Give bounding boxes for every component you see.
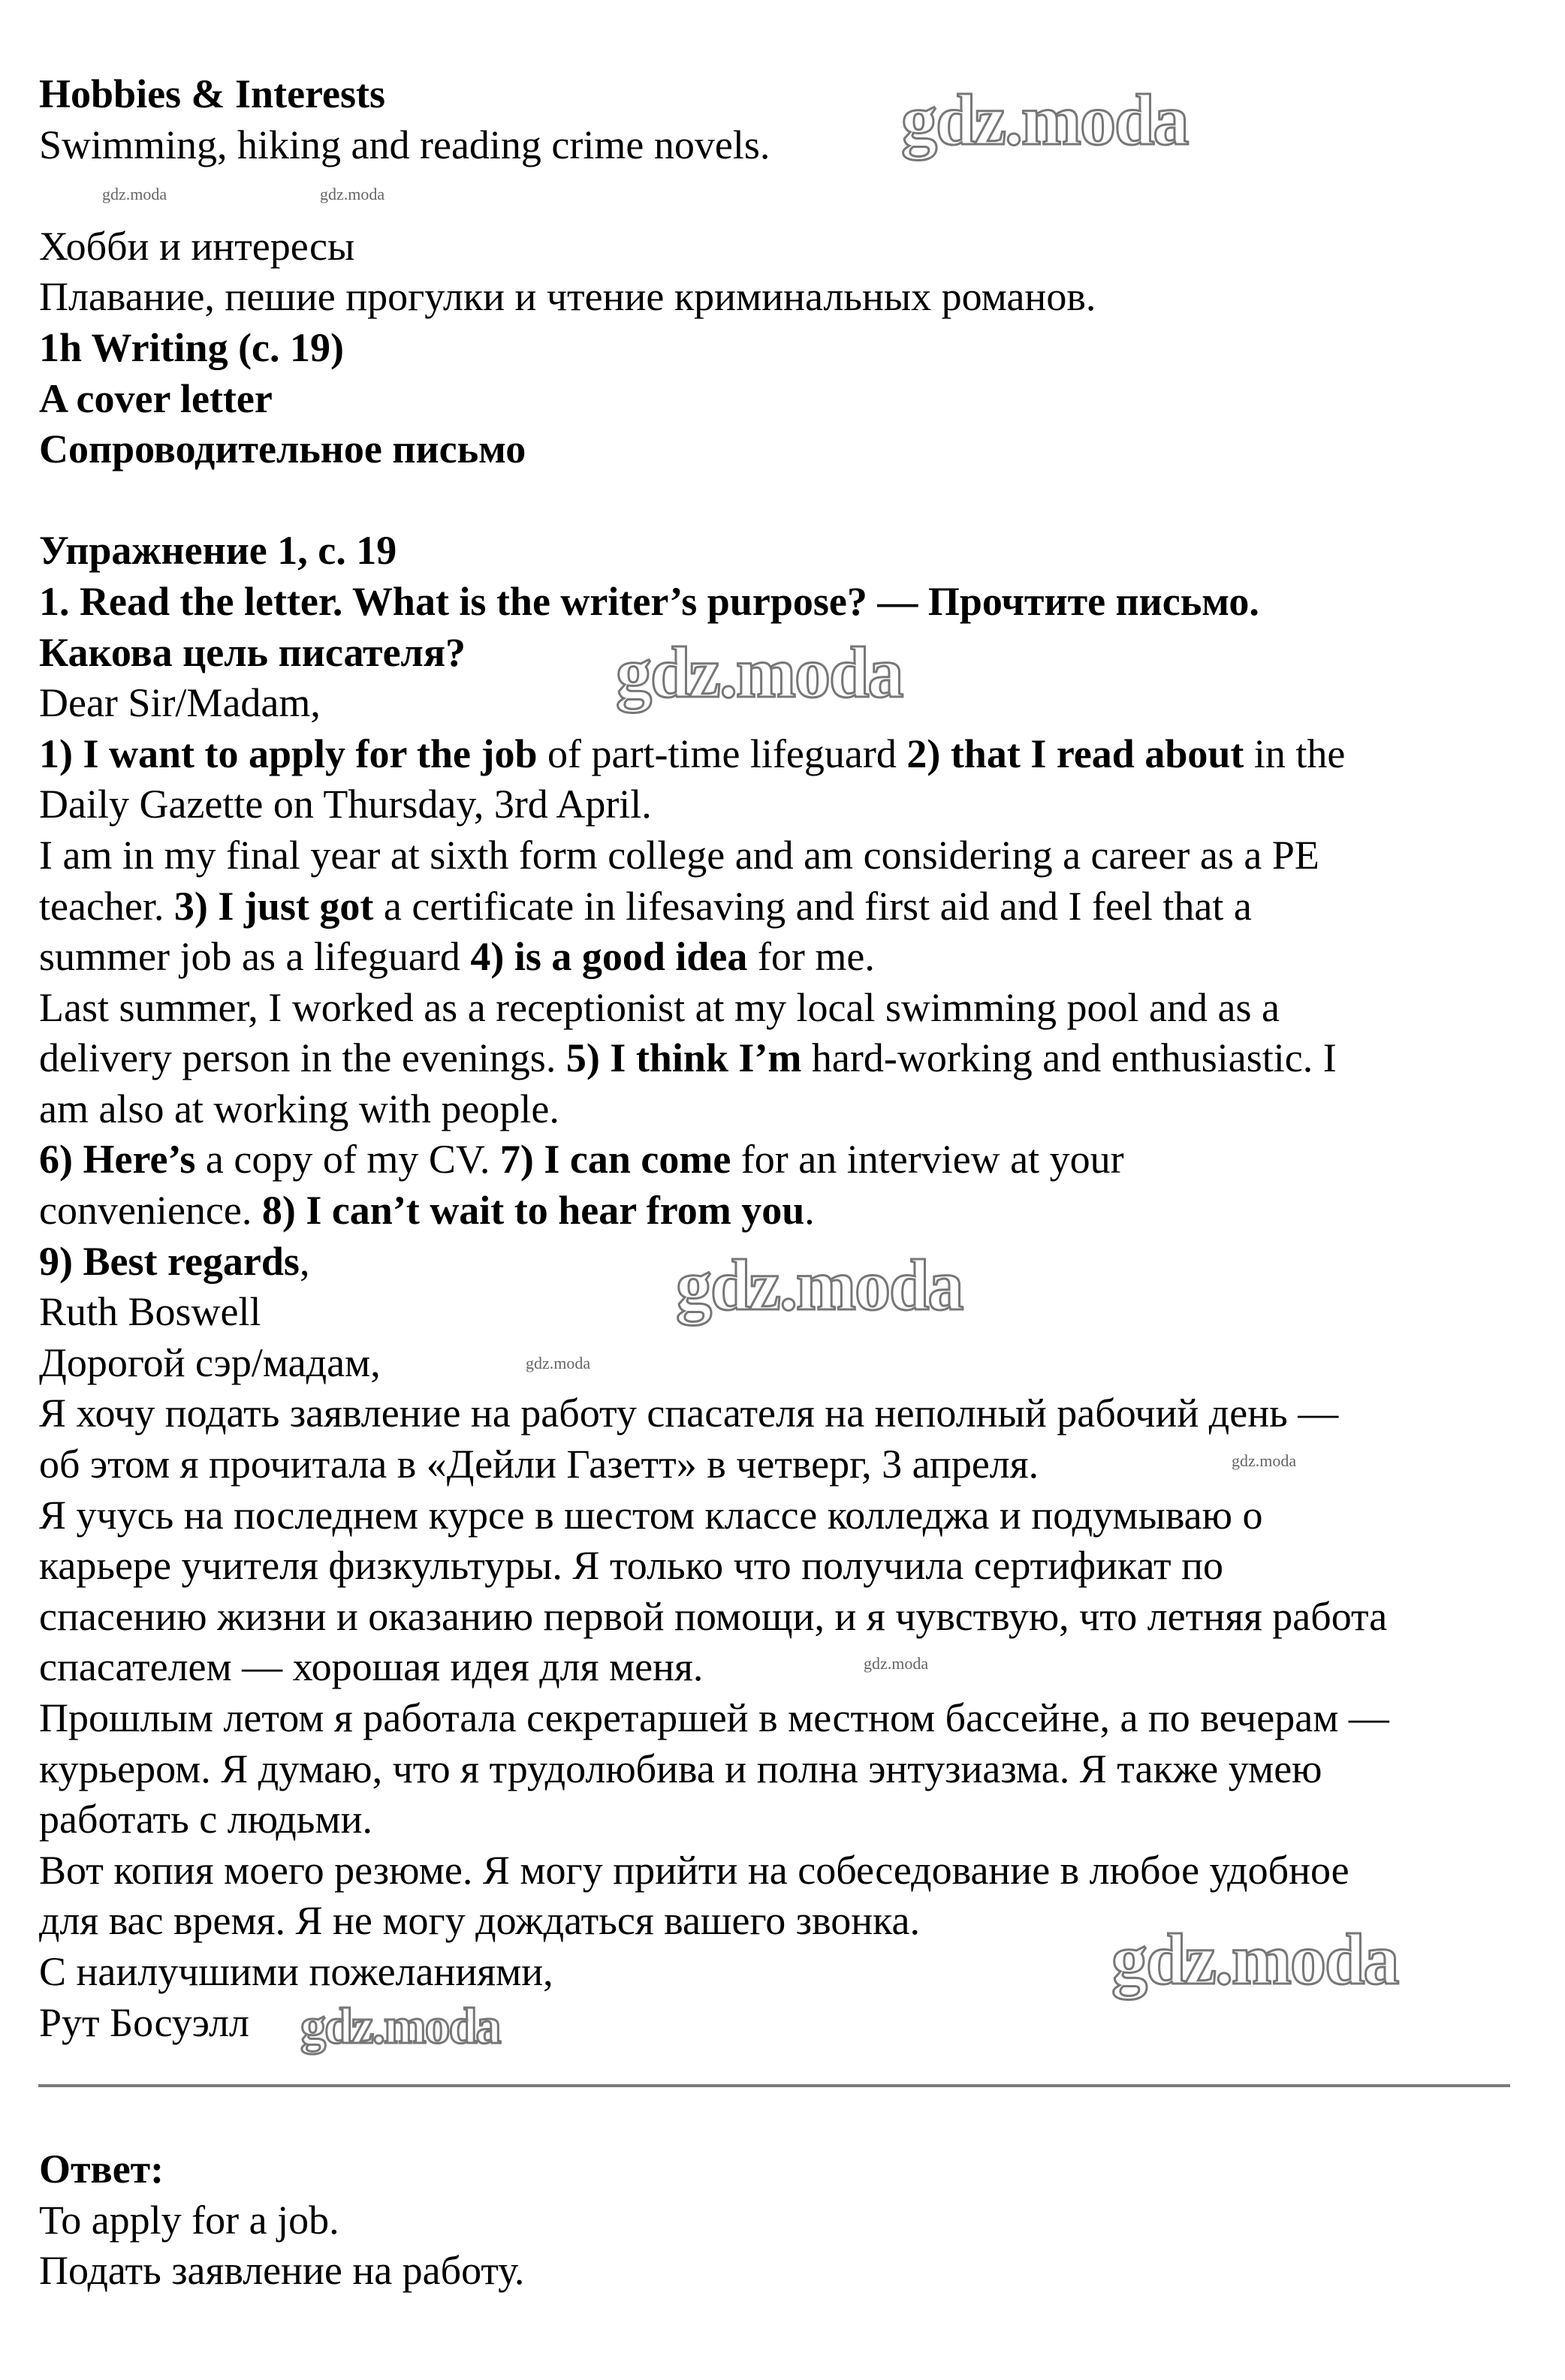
text: Плавание, пешие прогулки и чтение криминальных романов. — [39, 274, 1096, 320]
bold-text: Какова цель писателя? — [39, 629, 466, 675]
text-line — [39, 932, 875, 983]
text-line — [39, 1947, 553, 1998]
divider — [38, 2084, 1510, 2087]
text: для вас время. Я не могу дождаться вашего звонка. — [39, 1898, 921, 1944]
text: of part-time lifeguard — [537, 731, 907, 776]
text: am also at working with people. — [39, 1086, 559, 1131]
text-line — [39, 1896, 920, 1947]
bold-text: 1. Read the letter. What is the writer’s purpose? — Прочтите письмо. — [39, 578, 1259, 624]
text-line — [39, 1033, 1337, 1084]
bold-text: 9) Best regards — [39, 1238, 300, 1284]
text: Ruth Boswell — [39, 1289, 261, 1335]
text-line — [39, 374, 273, 425]
document-body — [39, 69, 1389, 2048]
text: спасению жизни и оказанию первой помощи, и я чувствую, что летняя работа — [39, 1593, 1388, 1639]
text: convenience. — [39, 1188, 262, 1234]
text-line — [39, 1134, 1124, 1185]
bold-text: 4) is a good idea — [470, 934, 748, 980]
text-line — [39, 1845, 1349, 1896]
text: Прошлым летом я работала секретаршей в местном бассейне, а по вечерам — — [39, 1695, 1389, 1740]
bold-text: Hobbies & Interests — [39, 71, 386, 116]
text-line — [39, 1185, 815, 1237]
text: Swimming, hiking and reading crime novels. — [39, 122, 770, 167]
bold-text: 5) I think I’m — [565, 1035, 802, 1081]
text-line — [39, 120, 770, 171]
text: об этом я прочитала в «Дейли Газетт» в четверг, 3 апреля. — [39, 1442, 1039, 1487]
text-line — [39, 1744, 1322, 1795]
text-line — [39, 69, 385, 120]
text-line — [39, 830, 1319, 881]
watermark: gdz.moda — [901, 80, 1188, 160]
text-line — [39, 1592, 1387, 1643]
text: спасателем — хорошая идея для меня. — [39, 1644, 704, 1690]
text-line — [39, 1794, 372, 1845]
text: Хобби и интересы — [39, 223, 355, 269]
bold-text: 7) I can come — [499, 1137, 731, 1182]
watermark: gdz.moda — [676, 1245, 963, 1325]
text-line — [39, 1237, 309, 1288]
text: delivery person in the evenings. — [39, 1035, 566, 1081]
text-line — [39, 323, 344, 374]
text-line — [39, 628, 466, 679]
text-line — [39, 881, 1252, 932]
watermark: gdz.moda — [320, 185, 385, 203]
answer-english: To apply for a job. — [39, 2197, 339, 2243]
text: Daily Gazette on Thursday, 3rd April. — [39, 782, 652, 827]
text-line — [39, 1541, 1223, 1592]
text: курьером. Я думаю, что я трудолюбива и полна энтузиазма. Я также умею — [39, 1746, 1322, 1791]
text: Дорогой сэр/мадам, — [39, 1339, 381, 1385]
bold-text: 2) that I read about — [906, 731, 1244, 776]
text-line — [39, 678, 321, 729]
text: a copy of my CV. — [195, 1137, 500, 1182]
text: карьере учителя физкультуры. Я только что получила сертификат по — [39, 1543, 1224, 1589]
text-line — [39, 577, 1259, 628]
text: for an interview at your — [731, 1137, 1124, 1182]
text: hard-working and enthusiastic. I — [801, 1035, 1337, 1081]
text: summer job as a lifeguard — [39, 934, 471, 980]
bold-text: 6) Here’s — [39, 1137, 196, 1182]
text-line — [39, 983, 1280, 1034]
text: Last summer, I worked as a receptionist at my local swimming pool and as a — [39, 984, 1280, 1030]
text-line — [39, 729, 1345, 780]
watermark: gdz.moda — [864, 1654, 929, 1673]
text-line — [39, 1642, 703, 1693]
watermark: gdz.moda — [526, 1354, 591, 1372]
text-line — [39, 1998, 249, 2049]
text: работать с людьми. — [39, 1797, 372, 1842]
text-line — [39, 779, 652, 830]
text: , — [299, 1238, 310, 1284]
bold-text: Упражнение 1, с. 19 — [39, 528, 397, 574]
watermark: gdz.moda — [1232, 1451, 1297, 1470]
text-line — [39, 1388, 1338, 1439]
text-line — [39, 1439, 1039, 1490]
bold-text: 8) I can’t wait to hear from you — [261, 1188, 805, 1234]
text: С наилучшими пожеланиями, — [39, 1948, 553, 1994]
text-line — [39, 1693, 1389, 1744]
text-line — [39, 424, 526, 475]
text-line — [39, 221, 354, 273]
text-line — [39, 526, 397, 577]
watermark: gdz.moda — [1111, 1919, 1398, 1999]
bold-text: Сопроводительное письмо — [39, 426, 526, 472]
watermark: gdz.moda — [300, 1997, 500, 2054]
text-line — [39, 1490, 1262, 1541]
text: a certificate in lifesaving and first aid and I feel that a — [373, 883, 1252, 929]
text: in the — [1244, 731, 1346, 776]
answer-label: Ответ: — [39, 2147, 164, 2192]
text: for me. — [747, 934, 875, 980]
text: teacher. — [39, 883, 174, 929]
watermark: gdz.moda — [102, 185, 167, 203]
bold-text: 1) I want to apply for the job — [39, 731, 538, 776]
bold-text: 1h Writing (с. 19) — [39, 324, 345, 370]
text: Dear Sir/Madam, — [39, 680, 321, 726]
text: Я хочу подать заявление на работу спасателя на неполный рабочий день — — [39, 1390, 1339, 1436]
text: Вот копия моего резюме. Я могу прийти на собеседование в любое удобное — [39, 1847, 1349, 1893]
watermark: gdz.moda — [616, 632, 903, 712]
text-line — [39, 1084, 559, 1135]
answer-russian: Подать заявление на работу. — [39, 2248, 525, 2294]
bold-text: 3) I just got — [173, 883, 374, 929]
text-line — [39, 1338, 381, 1389]
text: I am in my final year at sixth form college and am considering a career as a PE — [39, 832, 1319, 878]
text: Рут Босуэлл — [39, 1999, 249, 2045]
text-line — [39, 1287, 261, 1338]
text-line — [39, 272, 1096, 323]
answer-section — [39, 2144, 524, 2297]
text: . — [804, 1188, 815, 1234]
bold-text: A cover letter — [39, 375, 273, 421]
text: Я учусь на последнем курсе в шестом классе колледжа и подумываю о — [39, 1492, 1263, 1538]
